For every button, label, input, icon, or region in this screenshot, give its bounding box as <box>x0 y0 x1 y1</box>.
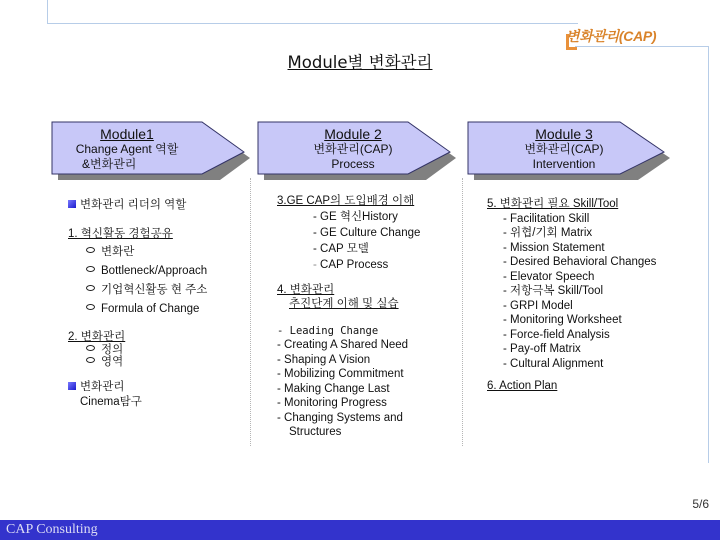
column-module-3: 5. 변화관리 필요 Skill/Tool - Facilitation Skill - 위협/기회 Matrix - Mission Statement - Desired Behavioral Changes - Elevator Speech - 저항극복 Skill/Tool - GRPI Model - Monitoring Worksheet - Force-field Analysis - Pay-off Matrix - Cultural Alignment 6. Action Plan <box>487 198 657 392</box>
col2-item: Changing Systems and <box>284 411 403 424</box>
col3-item: GRPI Model <box>510 299 573 312</box>
column-divider <box>250 178 251 446</box>
col3-item: Pay-off Matrix <box>510 343 581 355</box>
module-2-title: Module 2 <box>324 126 382 142</box>
footer-bar <box>0 520 720 540</box>
module-3-line2: Intervention <box>532 157 596 171</box>
col2-item: Shaping A Vision <box>284 353 371 366</box>
ring-bullet-icon <box>86 285 95 291</box>
col3-item: 위협/기회 Matrix <box>510 227 593 239</box>
col2-item: GE Culture Change <box>320 226 421 239</box>
square-bullet-icon <box>68 200 76 208</box>
col2-section4-title-line2: 추진단계 이해 및 실습 <box>289 298 399 310</box>
col1-heading1: 변화관리 리더의 역할 <box>80 199 187 211</box>
page-number: 5/6 <box>692 497 709 511</box>
col1-item: Formula of Change <box>101 303 200 315</box>
module-3-title: Module 3 <box>535 126 593 142</box>
col1-heading2-line1: 변화관리 <box>80 381 125 393</box>
ring-bullet-icon <box>86 247 95 253</box>
footer-company: CAP Consulting <box>6 522 98 537</box>
col2-item: CAP Process <box>320 258 389 271</box>
module-2-arrow <box>256 120 452 176</box>
col3-item: Cultural Alignment <box>510 357 604 370</box>
col2-item: Making Change Last <box>284 382 390 395</box>
section-tag: 변화관리(CAP) <box>566 28 657 44</box>
column-module-1 <box>68 198 207 409</box>
square-bullet-icon <box>68 382 76 390</box>
col1-item: 변화란 <box>101 246 135 258</box>
col2-item: Monitoring Progress <box>284 397 387 409</box>
col3-item: Mission Statement <box>510 241 605 254</box>
module-3-arrow <box>466 120 662 176</box>
col3-item: Elevator Speech <box>510 270 595 283</box>
col2-item: Mobilizing Commitment <box>284 368 404 380</box>
col2-item: CAP 모델 <box>320 242 369 255</box>
ring-bullet-icon <box>86 345 95 351</box>
page-title: Module별 변화관리 <box>287 53 433 72</box>
col3-item: Monitoring Worksheet <box>510 314 622 326</box>
ring-bullet-icon <box>86 304 95 310</box>
column-divider <box>462 178 463 446</box>
module-1-title: Module1 <box>100 126 154 142</box>
ring-bullet-icon <box>86 266 95 272</box>
col2-section3-title: 3.GE CAP의 도입배경 이해 <box>277 195 415 207</box>
column-module-2: 3.GE CAP의 도입배경 이해 - GE 혁신History - GE Culture Change - CAP 모델 - CAP Process 4. 변화관리 추진단계 이해 및 실습 - Leading Change - Creating A Shared Need - Shaping A Vision - Mobilizing Commitment - Making Change Last - Monitoring Progress - Changing Systems and Structures <box>277 195 421 438</box>
col2-item: Creating A Shared Need <box>284 339 409 351</box>
col1-section1-title: 1. 혁신활동 경험공유 <box>68 227 173 240</box>
module-1-line2: &변화관리 <box>82 157 137 171</box>
module-3-line1: 변화관리(CAP) <box>524 142 604 156</box>
col2-item: Leading Change <box>289 324 379 337</box>
col1-item: 기업혁신활동 현 주소 <box>101 284 208 296</box>
module-1-line1: Change Agent 역할 <box>75 142 179 156</box>
col1-item: 정의 <box>101 344 124 356</box>
col3-section5-title: 5. 변화관리 필요 Skill/Tool <box>487 198 619 210</box>
module-1-arrow <box>50 120 246 176</box>
frame-line-top <box>47 0 578 24</box>
col2-section4-title-line1: 4. 변화관리 <box>277 283 335 296</box>
col1-item: Bottleneck/Approach <box>101 265 208 277</box>
module-2-line1: 변화관리(CAP) <box>313 142 393 156</box>
module-2-line2: Process <box>331 157 375 171</box>
col3-item: 저항극복 Skill/Tool <box>510 285 604 297</box>
col1-heading2-line2: Cinema탐구 <box>80 395 142 408</box>
col1-section2-title: 2. 변화관리 <box>68 331 126 343</box>
col3-item: Desired Behavioral Changes <box>510 256 657 268</box>
col2-item-cont: Structures <box>289 426 342 438</box>
col2-item: GE 혁신History <box>320 210 398 223</box>
col3-item: Force-field Analysis <box>510 328 610 341</box>
col1-item: 영역 <box>101 356 124 368</box>
ring-bullet-icon <box>86 357 95 363</box>
col3-item: Facilitation Skill <box>510 212 590 225</box>
col3-section6-title: 6. Action Plan <box>487 380 558 392</box>
